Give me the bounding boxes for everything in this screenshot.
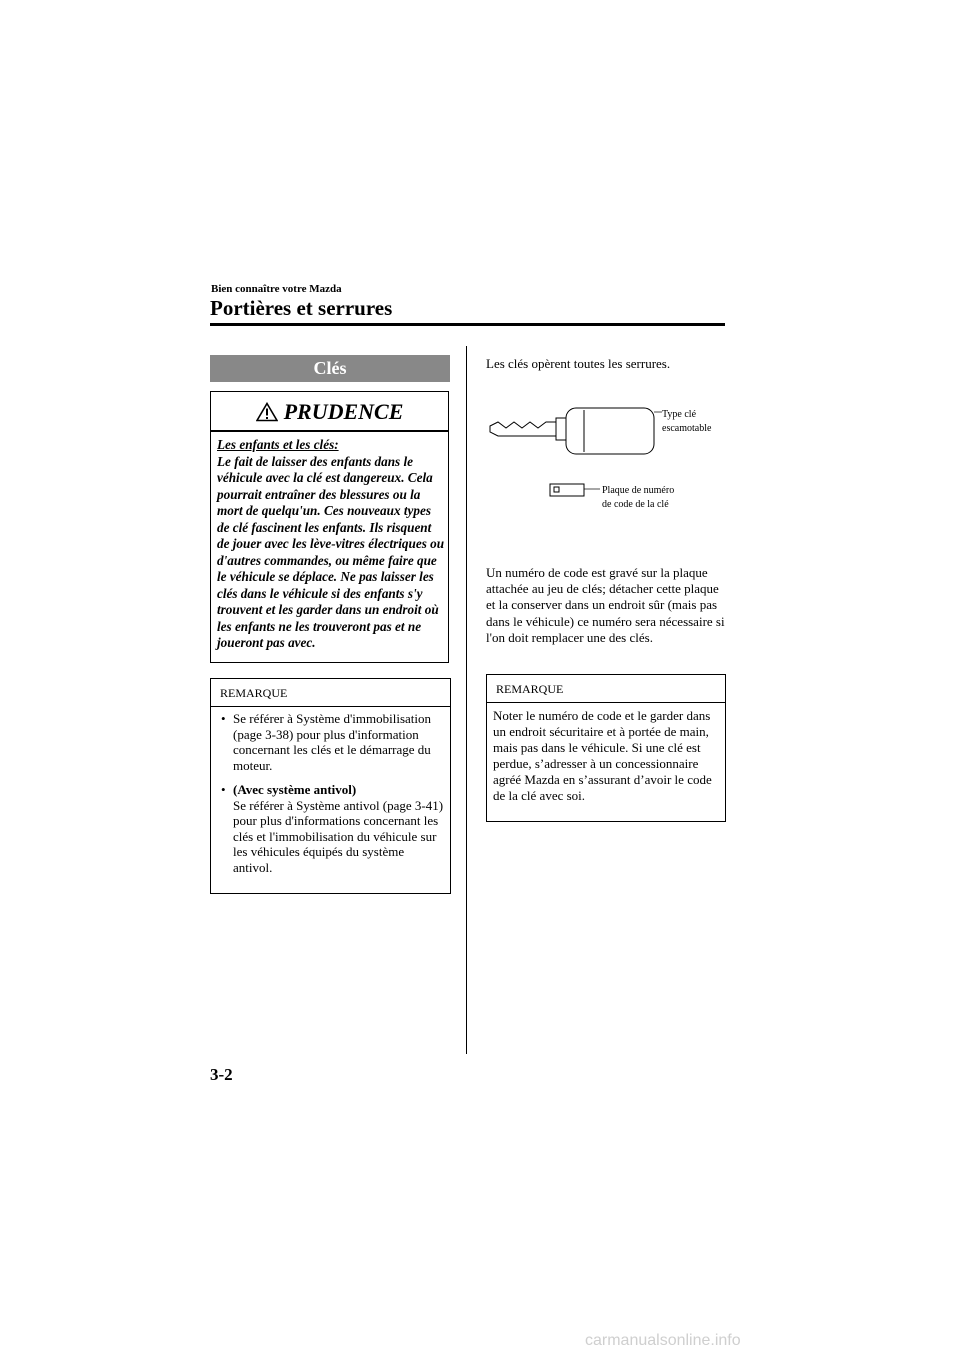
warning-triangle-icon — [256, 402, 278, 422]
chapter-label: Bien connaître votre Mazda — [211, 283, 342, 295]
warning-divider — [211, 430, 448, 432]
warning-header — [211, 396, 448, 428]
watermark: carmanualsonline.info — [585, 1332, 741, 1349]
column-divider — [466, 346, 467, 1054]
code-paragraph: Un numéro de code est gravé sur la plaque attachée au jeu de clés; détacher cette plaque et la conserver dans un endroit sûr (mais pas dans le véhicule) ce numéro sera nécessaire si l'on doit remplacer une des clés. — [486, 565, 725, 645]
note-box-left — [210, 678, 451, 894]
note-text: Noter le numéro de code et le garder dans un endroit sécuritaire et à portée de main, mais pas dans le véhicule. Si une clé est perdue, s’adresser à un concessionnaire agréé Mazda en s’assurant d’avoir le code de la clé avec soi. — [493, 708, 712, 803]
code-plate-icon — [550, 484, 600, 496]
note-box-right — [486, 674, 726, 822]
section-title: Clés — [210, 355, 450, 382]
warning-title: PRUDENCE — [283, 399, 404, 424]
label-plate-line2: de code de la clé — [602, 499, 669, 510]
note-heading: REMARQUE — [487, 675, 725, 703]
key-figure — [486, 398, 726, 520]
key-icon — [490, 408, 662, 454]
bullet: • — [221, 711, 226, 726]
label-plate-line1: Plaque de numéro — [602, 485, 675, 496]
list-item — [219, 711, 445, 773]
page-title: Portières et serrures — [210, 296, 393, 320]
bullet: • — [221, 782, 226, 797]
label-key-type-line2: escamotable — [662, 423, 712, 434]
list-item — [219, 782, 445, 875]
note-heading: REMARQUE — [211, 679, 450, 707]
note-item-bold: (Avec système antivol) — [233, 782, 357, 797]
warning-box — [210, 391, 449, 663]
header-divider — [210, 323, 725, 326]
note-item-text: Se référer à Système antivol (page 3-41) pour plus d'informations concernant les clés et l'immobilisation du véhicule sur les véhicules équipés du système antivol. — [233, 797, 444, 875]
note-list — [219, 711, 445, 884]
warning-subtitle: Les enfants et les clés: — [217, 437, 339, 452]
warning-body: Le fait de laisser des enfants dans le véhicule avec la clé est dangereux. Cela pourrait entraîner des blessures ou la mort de quelqu'un. Ces nouveaux types de clé fascinent les enfants. Ils risquent de jouer avec les lève-vitres électriques ou d'autres commandes, ou même faire que le véhicule se déplace. Ne pas laisser les clés dans le véhicule si des enfants s'y trouvent et les garder dans un endroit où les enfants ne les trouveront pas et ne joueront pas avec. — [217, 453, 445, 650]
page-number: 3-2 — [210, 1065, 233, 1084]
note-item-text: Se référer à Système d'immobilisation (page 3-38) pour plus d'information concernant les clés et le démarrage du moteur. — [233, 711, 432, 773]
intro-text: Les clés opèrent toutes les serrures. — [486, 356, 671, 371]
warning-text — [217, 437, 445, 652]
label-key-type-line1: Type clé — [662, 409, 697, 420]
